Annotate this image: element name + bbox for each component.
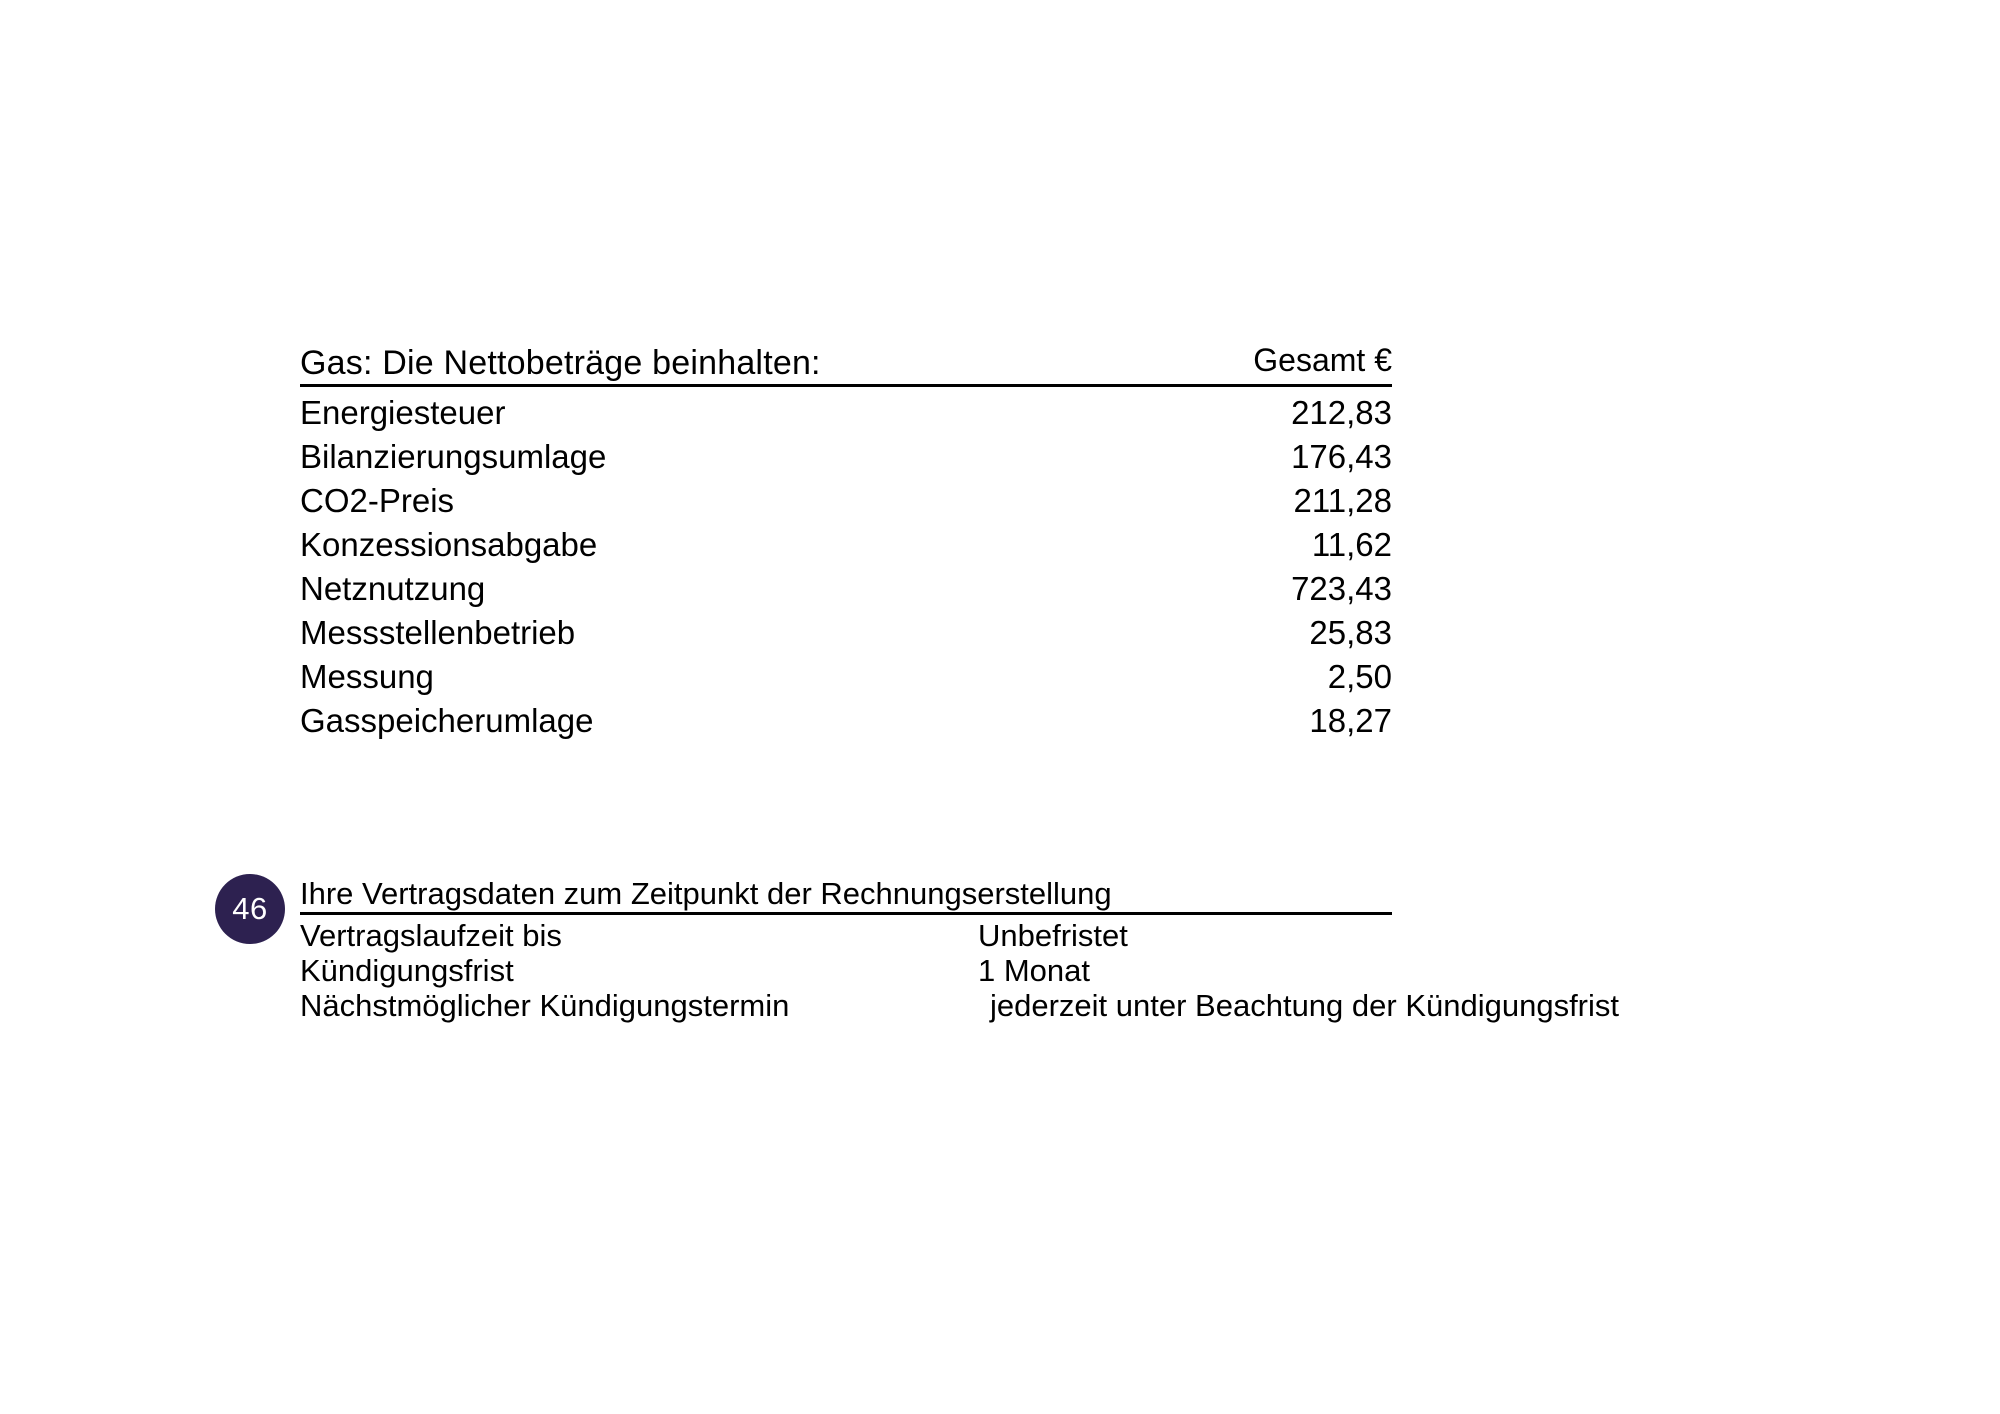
contract-table-body (300, 918, 1620, 1023)
section-number-badge: 46 (215, 874, 285, 944)
table-row (300, 435, 1392, 479)
table-row (300, 988, 1620, 1023)
gas-table-header (300, 338, 1392, 384)
row-label: Konzessionsabgabe (300, 526, 598, 563)
row-label: Energiesteuer (300, 394, 506, 431)
contract-header-rule (300, 912, 1392, 915)
row-value: 11,62 (1311, 526, 1392, 563)
row-value: Unbefristet (978, 918, 1128, 953)
gas-table-body (300, 391, 1392, 743)
table-row (300, 699, 1392, 743)
table-row (300, 567, 1392, 611)
table-row (300, 918, 1392, 953)
row-label: Bilanzierungsumlage (300, 438, 607, 475)
row-label: Gasspeicherumlage (300, 702, 594, 739)
gas-table-header-rule (300, 384, 1392, 387)
row-value: 25,83 (1309, 614, 1392, 651)
gas-net-amounts-table (300, 338, 1392, 743)
row-label: Kündigungsfrist (300, 953, 514, 988)
table-row (300, 523, 1392, 567)
contract-section-title: Ihre Vertragsdaten zum Zeitpunkt der Rechnungserstellung (300, 876, 1112, 911)
contract-section-header (300, 872, 1392, 912)
table-row (300, 479, 1392, 523)
row-value: 212,83 (1291, 394, 1392, 431)
gas-table-amount-header: Gesamt € (1253, 342, 1392, 378)
row-value: 211,28 (1293, 482, 1392, 519)
table-row (300, 953, 1392, 988)
row-value: 2,50 (1327, 658, 1392, 695)
table-row (300, 611, 1392, 655)
row-value: 18,27 (1309, 702, 1392, 739)
contract-data-section (232, 872, 1620, 1023)
row-value: jederzeit unter Beachtung der Kündigungsfrist (990, 988, 1620, 1023)
row-label: Messstellenbetrieb (300, 614, 576, 651)
row-label: CO2-Preis (300, 482, 455, 519)
row-value: 723,43 (1291, 570, 1392, 607)
gas-table-title: Gas: Die Nettobeträge beinhalten: (300, 344, 821, 382)
row-label: Nächstmöglicher Kündigungstermin (300, 988, 790, 1023)
row-label: Vertragslaufzeit bis (300, 918, 562, 953)
table-row (300, 655, 1392, 699)
table-row (300, 391, 1392, 435)
row-value: 1 Monat (978, 953, 1091, 988)
row-value: 176,43 (1291, 438, 1392, 475)
row-label: Netznutzung (300, 570, 486, 607)
row-label: Messung (300, 658, 434, 695)
